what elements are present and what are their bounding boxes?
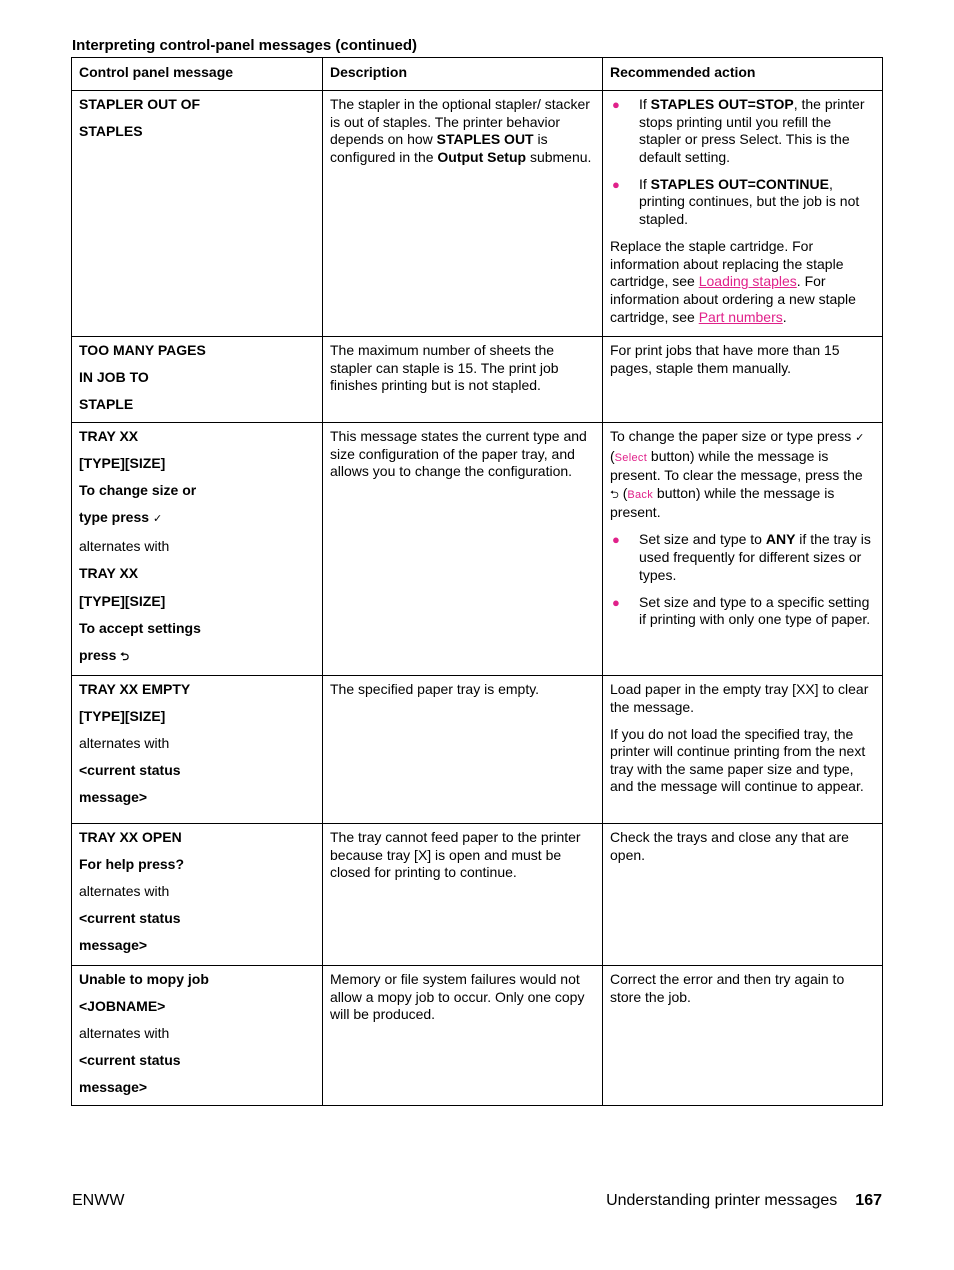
message-line: [TYPE][SIZE] <box>79 592 166 609</box>
message-cell <box>72 676 323 824</box>
header-recommended-action: Recommended action <box>603 58 883 91</box>
loading-staples-link[interactable]: Loading staples <box>698 273 797 290</box>
message-line: alternates with <box>79 883 170 900</box>
header-description: Description <box>323 58 603 91</box>
list-item <box>610 594 875 629</box>
action-paragraph <box>610 238 875 326</box>
table-header-row <box>72 58 883 91</box>
description-bold: STAPLES OUT <box>436 131 534 148</box>
table-row <box>72 824 883 966</box>
action-list <box>610 531 875 628</box>
page-number: 167 <box>855 1192 882 1209</box>
message-line: STAPLES <box>79 123 143 140</box>
message-line: alternates with <box>79 538 170 555</box>
message-line: Unable to mopy job <box>79 971 209 987</box>
back-arrow-icon: ⮌ <box>120 650 130 663</box>
question-mark-icon: ? <box>175 856 185 873</box>
action-paragraph: To change the paper size or type press ✓ (Select button) while the message is present. To clear the message, press the ⮌ (Back button) while the message is present. <box>610 428 865 521</box>
message-line: IN JOB TO <box>79 369 149 386</box>
action-cell: Check the trays and close any that are open. <box>603 824 883 966</box>
action-text: Replace the staple cartridge. For information about replacing the staple cartridge, see <box>610 238 844 290</box>
action-cell <box>603 676 883 824</box>
action-text: button) while the message is present. To clear the message, press the <box>610 447 863 484</box>
action-cell <box>603 91 883 337</box>
message-text: For help press <box>79 856 176 873</box>
part-numbers-link[interactable]: Part numbers <box>698 308 783 325</box>
bullet-icon: ● <box>612 594 620 610</box>
footer-section: Understanding printer messages <box>606 1192 838 1209</box>
table-row <box>72 966 883 1106</box>
message-line: alternates with <box>79 1025 170 1042</box>
message-line: <JOBNAME> <box>79 998 166 1015</box>
table-row <box>72 423 883 676</box>
table-row <box>72 676 883 824</box>
action-text: if the tray is used frequently for different sizes or types. <box>639 531 871 583</box>
description-cell: Memory or file system failures would not allow a mopy job to occur. Only one copy will be produced. <box>323 966 603 1106</box>
message-line: [TYPE][SIZE] <box>79 708 166 725</box>
message-text: type press <box>79 509 150 526</box>
message-line: <current status <box>79 1052 181 1069</box>
message-line: TRAY XX <box>79 428 139 444</box>
message-line: To change size or <box>79 482 197 499</box>
action-bold: ANY <box>765 531 796 548</box>
description-bold: Output Setup <box>437 148 527 165</box>
message-line: message> <box>79 789 148 806</box>
header-control-panel-message: Control panel message <box>72 58 323 91</box>
action-text: , the printer stops printing until you refill the stapler or press Select. This is the default setting. <box>639 96 865 165</box>
action-bold: STAPLES OUT=STOP <box>650 96 794 112</box>
action-text: , printing continues, but the job is not stapled. <box>639 175 860 228</box>
action-text: To change the paper size or type press <box>610 428 856 444</box>
message-cell <box>72 966 323 1106</box>
action-text: If <box>639 96 651 112</box>
description-cell <box>323 91 603 337</box>
message-line: To accept settings <box>79 619 201 636</box>
message-line: <current status <box>79 910 181 927</box>
page-title: Interpreting control-panel messages (continued) <box>72 37 418 54</box>
message-line: TRAY XX OPEN <box>79 829 182 845</box>
bullet-icon: ● <box>612 532 620 548</box>
list-item <box>610 531 875 584</box>
action-text: Set size and type to a specific setting if printing with only one type of paper. <box>639 593 871 628</box>
description-text: The stapler in the optional stapler/ stacker is out of staples. The printer behavior depends on how <box>330 96 590 148</box>
message-line: TRAY XX EMPTY <box>79 681 191 697</box>
back-arrow-icon: ⮌ <box>610 488 619 501</box>
description-cell: The tray cannot feed paper to the printer because tray [X] is open and must be closed for printing to continue. <box>323 824 603 966</box>
message-line <box>79 509 315 529</box>
message-line: alternates with <box>79 735 170 752</box>
select-button-label: Select <box>614 451 648 464</box>
table-row <box>72 91 883 337</box>
action-paragraph: Load paper in the empty tray [XX] to clear the message. <box>610 681 869 715</box>
message-line: message> <box>79 937 148 954</box>
description-text: is configured in the <box>330 131 548 165</box>
message-line <box>79 856 315 874</box>
action-bold: STAPLES OUT=CONTINUE <box>650 175 829 192</box>
message-line: message> <box>79 1079 148 1096</box>
action-text: Set size and type to <box>639 531 766 548</box>
message-line <box>79 647 315 667</box>
message-cell <box>72 337 323 423</box>
description-cell: The maximum number of sheets the stapler can staple is 15. The print job finishes printing but is not stapled. <box>323 337 603 423</box>
action-text: . For information about ordering a new staple cartridge, see <box>610 273 856 325</box>
message-line: [TYPE][SIZE] <box>79 455 166 472</box>
message-text: press <box>79 646 117 663</box>
checkmark-icon: ✓ <box>855 432 865 444</box>
message-line: STAPLER OUT OF <box>79 96 201 112</box>
back-button-label: Back <box>627 488 654 501</box>
action-paragraph: If you do not load the specified tray, the printer will continue printing from the next tray with the same paper size and type, and the message will continue to appear. <box>610 725 866 795</box>
list-item <box>610 96 875 166</box>
action-text: button) while the message is present. <box>610 484 835 521</box>
footer-left: ENWW <box>72 1192 125 1209</box>
action-text: If <box>639 175 651 192</box>
footer-right <box>606 1192 882 1210</box>
checkmark-icon: ✓ <box>152 513 163 526</box>
action-list <box>610 96 875 229</box>
message-line: STAPLE <box>79 396 134 413</box>
message-line: <current status <box>79 762 181 779</box>
action-cell: Correct the error and then try again to store the job. <box>603 966 883 1106</box>
description-cell: The specified paper tray is empty. <box>323 676 603 824</box>
table-row <box>72 337 883 423</box>
bullet-icon: ● <box>612 97 620 112</box>
message-line: TOO MANY PAGES <box>79 342 206 358</box>
description-cell: This message states the current type and size configuration of the paper tray, and allows you to change the configuration. <box>323 423 603 676</box>
message-cell <box>72 824 323 966</box>
message-line: TRAY XX <box>79 565 139 582</box>
list-item <box>610 176 875 229</box>
action-cell <box>603 423 883 676</box>
action-cell: For print jobs that have more than 15 pages, staple them manually. <box>603 337 883 423</box>
bullet-icon: ● <box>612 176 620 192</box>
action-text: . <box>782 308 787 325</box>
message-cell <box>72 91 323 337</box>
message-cell <box>72 423 323 676</box>
description-text: submenu. <box>526 148 592 165</box>
messages-table <box>71 57 883 1106</box>
